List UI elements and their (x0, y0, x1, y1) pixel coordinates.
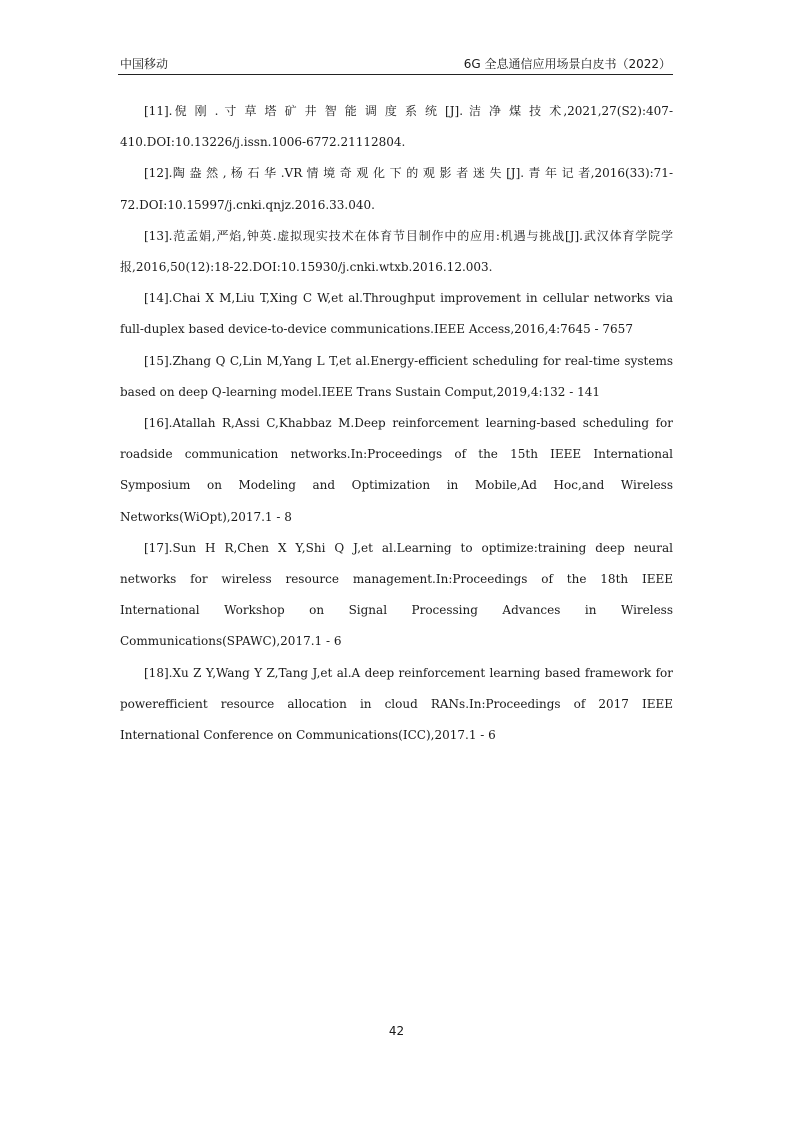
reference-list (120, 96, 673, 751)
header-org: 中国移动 (120, 57, 169, 71)
page-header (118, 52, 673, 75)
reference-item: [18].Xu Z Y,Wang Y Z,Tang J,et al.A deep reinforcement learning based framework for powerefficient resource allocation in cloud RANs.In:Proceedings of 2017 IEEE International Conference on Communications(ICC),2017.1 - 6 (120, 665, 673, 743)
page-number: 42 (388, 1024, 405, 1038)
reference-item: [12].陶 盎 然 , 杨 石 华 .VR 情 境 奇 观 化 下 的 观 影 者 迷 失 [J]. 青 年 记 者,2016(33):71-72.DOI:10.15997/j.cnki.qnjz.2016.33.040. (120, 166, 673, 212)
reference-item: [13].范孟娟,严焰,钟英.虚拟现实技术在体育节目制作中的应用:机遇与挑战[J].武汉体育学院学报,2016,50(12):18-22.DOI:10.15930/j.cnki.wtxb.2016.12.003. (120, 228, 673, 275)
reference-item: [16].Atallah R,Assi C,Khabbaz M.Deep reinforcement learning-based scheduling for roadside communication networks.In:Proceedings of the 15th IEEE International Symposium on Modeling and Optimization in Mobile,Ad Hoc,and Wireless Networks(WiOpt),2017.1 - 8 (120, 416, 673, 524)
reference-item: [14].Chai X M,Liu T,Xing C W,et al.Throughput improvement in cellular networks via full-duplex based device-to-device communications.IEEE Access,2016,4:7645 - 7657 (120, 291, 673, 337)
reference-item: [11].倪 刚 . 寸 草 塔 矿 井 智 能 调 度 系 统 [J]. 洁 净 煤 技 术,2021,27(S2):407-410.DOI:10.13226/j.issn.1006-6772.21112804. (120, 104, 673, 150)
reference-item: [15].Zhang Q C,Lin M,Yang L T,et al.Energy-efficient scheduling for real-time systems based on deep Q-learning model.IEEE Trans Sustain Comput,2019,4:132 - 141 (120, 353, 673, 399)
header-document-title: 6G 全息通信应用场景白皮书（2022） (463, 57, 671, 71)
reference-item: [17].Sun H R,Chen X Y,Shi Q J,et al.Learning to optimize:training deep neural networks for wireless resource management.In:Proceedings of the 18th IEEE International Workshop on Signal Processing Advances in Wireless Communications(SPAWC),2017.1 - 6 (120, 540, 673, 649)
